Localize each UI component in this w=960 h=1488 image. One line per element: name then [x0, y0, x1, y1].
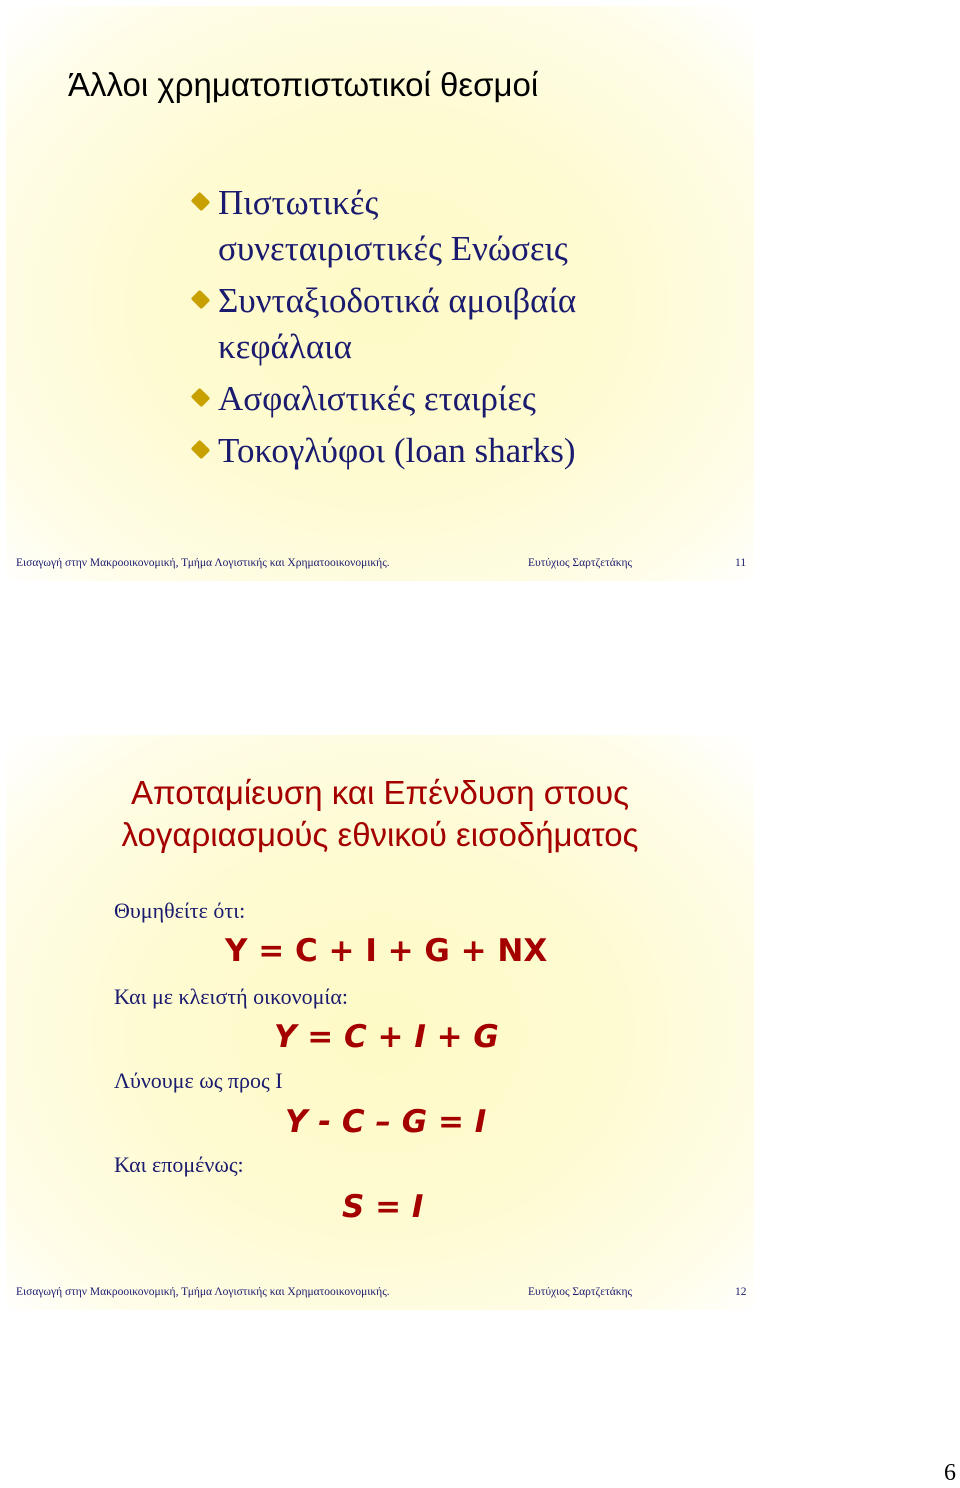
diamond-bullet-icon: [191, 290, 211, 310]
closed-economy-text: Και με κλειστή οικονομία:: [114, 984, 348, 1009]
equation-investment: Y - C – G = I: [285, 1104, 487, 1140]
bullet-item: [191, 428, 731, 474]
bullet-text: Πιστωτικές: [218, 183, 379, 222]
equation-savings-investment: S = I: [342, 1189, 424, 1225]
page-number: 6: [944, 1460, 956, 1486]
slide-title: [6, 772, 754, 856]
footer-author: Ευτύχιος Σαρτζετάκης: [528, 557, 633, 569]
diamond-bullet-icon: [191, 388, 211, 408]
remember-text: Θυμηθείτε ότι:: [114, 898, 246, 923]
slide-12: [6, 735, 754, 1310]
footer-author: Ευτύχιος Σαρτζετάκης: [528, 1286, 633, 1298]
footer-course: Εισαγωγή στην Μακροοικονομική, Τμήμα Λογιστικής και Χρηματοοικονομικής.: [16, 557, 390, 569]
diamond-bullet-icon: [191, 192, 211, 212]
slide-number: 12: [735, 1286, 747, 1298]
slide-title: Άλλοι χρηματοπιστωτικοί θεσμοί: [68, 66, 539, 103]
bullet-text-continued: κεφάλαια: [218, 327, 352, 366]
bullet-item: [191, 278, 731, 370]
therefore-text: Και επομένως:: [114, 1152, 244, 1177]
footer-course: Εισαγωγή στην Μακροοικονομική, Τμήμα Λογιστικής και Χρηματοοικονομικής.: [16, 1286, 390, 1298]
bullet-text: Τοκογλύφοι (loan sharks): [218, 431, 576, 470]
slide-number: 11: [735, 557, 747, 569]
bullet-list: [191, 180, 731, 480]
bullet-text: Ασφαλιστικές εταιρίες: [218, 379, 536, 418]
bullet-item: [191, 180, 731, 272]
title-line-2: λογαριασμούς εθνικού εισοδήματος: [121, 816, 639, 853]
bullet-item: [191, 376, 731, 422]
bullet-text: Συνταξιοδοτικά αμοιβαία: [218, 281, 577, 320]
title-line-1: Αποταμίευση και Επένδυση στους: [130, 774, 630, 811]
solve-text: Λύνουμε ως προς I: [114, 1068, 283, 1093]
diamond-bullet-icon: [191, 440, 211, 460]
equation-open-economy: Y = C + I + G + NX: [225, 933, 548, 969]
slide-11: [6, 6, 754, 581]
bullet-text-continued: συνεταιριστικές Ενώσεις: [218, 229, 568, 268]
equation-closed-economy: Y = C + I + G: [274, 1019, 499, 1055]
